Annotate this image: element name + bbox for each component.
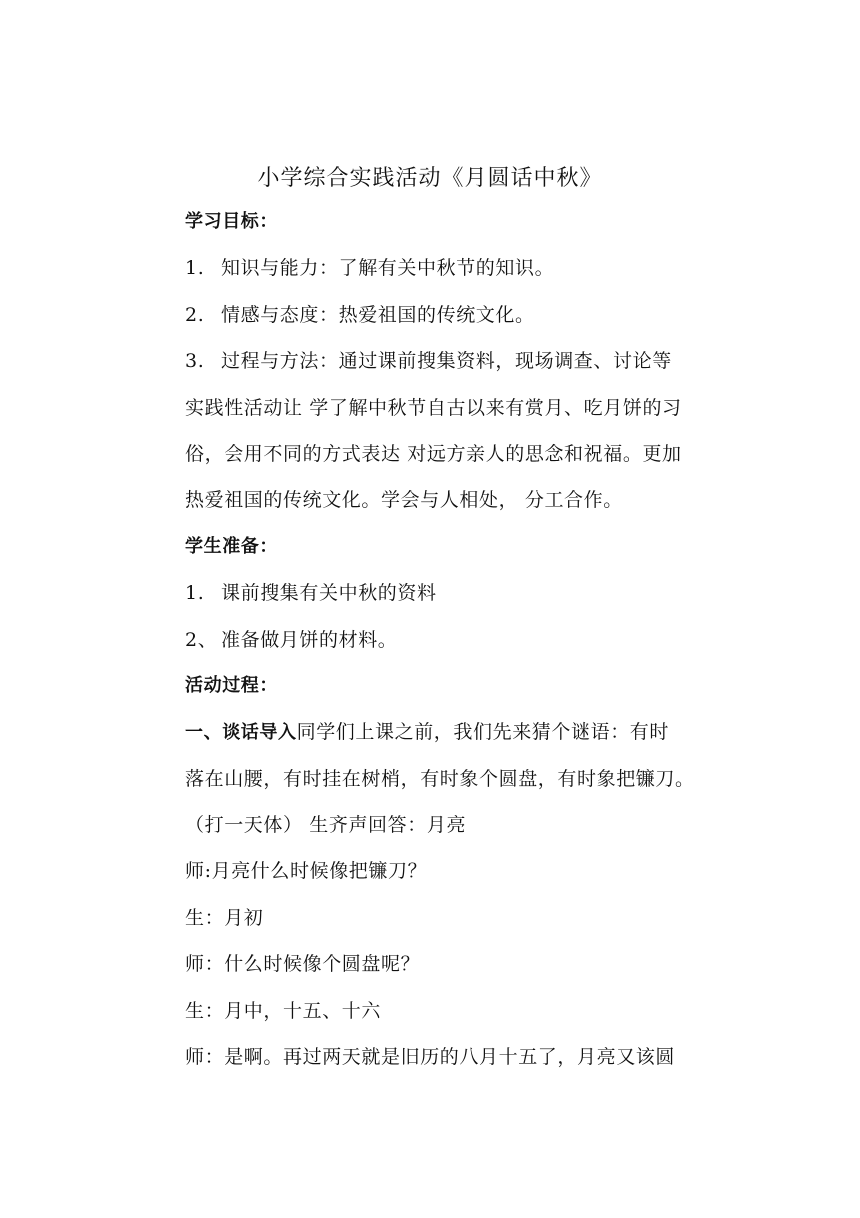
goal-number: 3.	[185, 350, 205, 373]
intro-paragraph	[185, 717, 685, 763]
dialogue-line: 生：月初	[185, 906, 264, 929]
goal-item	[185, 300, 685, 346]
goal-text: 知识与能力：了解有关中秋节的知识。	[221, 257, 555, 280]
prep-number: 2、	[185, 628, 218, 651]
goal-text: 情感与态度：热爱祖国的传统文化。	[221, 303, 535, 326]
prep-text: 准备做月饼的材料。	[221, 628, 398, 651]
goal-item	[185, 346, 685, 392]
dialogue-line: 师：是啊。再过两天就是旧历的八月十五了，月亮又该圆	[185, 1046, 676, 1069]
dialogue-line: （打一天体） 生齐声回答：月亮	[185, 814, 467, 837]
prep-item	[185, 625, 685, 671]
prep-heading: 学生准备：	[185, 535, 278, 557]
dialogue-line: 师：什么时候像个圆盘呢？	[185, 953, 421, 976]
prep-number: 1.	[185, 582, 205, 605]
prep-text: 课前搜集有关中秋的资料	[221, 582, 437, 605]
goal-continuation: 俗，会用不同的方式表达 对远方亲人的思念和祝福。更加	[185, 442, 682, 465]
goal-continuation: 热爱祖国的传统文化。学会与人相处， 分工合作。	[185, 489, 623, 512]
process-heading: 活动过程：	[185, 674, 278, 696]
intro-heading: 一、谈话导入	[185, 722, 297, 744]
goal-number: 2.	[185, 303, 205, 326]
goals-heading: 学习目标：	[185, 211, 278, 232]
goal-text: 过程与方法：通过课前搜集资料，现场调查、讨论等	[221, 350, 672, 373]
dialogue-line: 生：月中，十五、十六	[185, 999, 382, 1022]
goal-item	[185, 253, 685, 299]
intro-text: 同学们上课之前，我们先来猜个谜语：有时	[296, 721, 670, 744]
prep-item	[185, 578, 685, 624]
goal-continuation: 实践性活动让 学了解中秋节自古以来有赏月、吃月饼的习	[185, 396, 682, 419]
document-body	[185, 207, 695, 1088]
document-title: 小学综合实践活动《月圆话中秋》	[257, 166, 603, 191]
dialogue-line: 落在山腰，有时挂在树梢，有时象个圆盘，有时象把镰刀。	[185, 767, 695, 790]
dialogue-line: 师:月亮什么时候像把镰刀？	[185, 860, 428, 883]
goal-number: 1.	[185, 257, 205, 280]
